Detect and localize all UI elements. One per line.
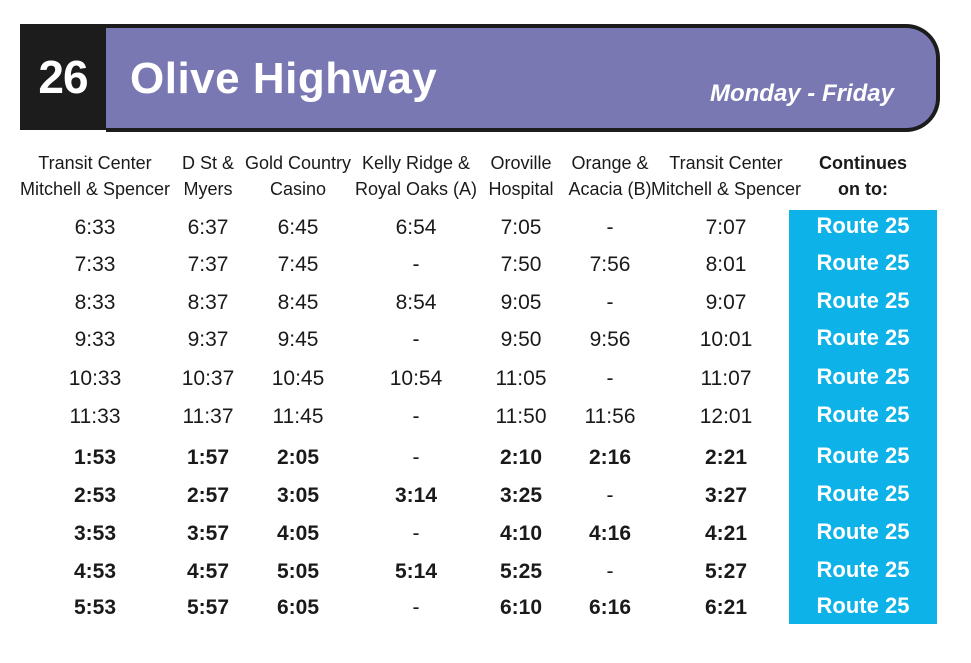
time-cell: 7:50	[500, 253, 542, 276]
time-cell: 11:05	[495, 367, 547, 390]
column-header-line1: Gold Country	[244, 153, 352, 173]
time-cell: 3:57	[186, 522, 230, 545]
time-cell: 7:37	[187, 253, 229, 276]
time-cell: -	[412, 522, 420, 545]
time-cell: 4:10	[499, 522, 543, 545]
time-cell: 2:16	[588, 446, 632, 469]
continues-route-cell: Route 25	[816, 519, 910, 544]
time-cell: 9:50	[500, 328, 542, 351]
service-days: Monday - Friday	[709, 80, 894, 107]
continues-route-cell: Route 25	[816, 325, 910, 350]
time-cell: 2:57	[186, 484, 230, 507]
route-header	[20, 24, 944, 130]
column-header-line1: Continues	[819, 153, 907, 173]
time-cell: 10:37	[181, 367, 235, 390]
column-header	[819, 150, 907, 202]
time-cell: 4:05	[276, 522, 320, 545]
time-cell: 8:01	[705, 253, 747, 276]
column-header-line1: Kelly Ridge &	[361, 153, 471, 173]
continues-route-cell: Route 25	[816, 288, 910, 313]
time-cell: 9:56	[589, 328, 631, 351]
time-cell: -	[606, 560, 614, 583]
time-cell: 6:16	[588, 596, 632, 619]
time-cell: 8:37	[187, 291, 229, 314]
time-cell: 7:56	[589, 253, 631, 276]
column-header	[568, 150, 651, 202]
time-cell: 6:54	[395, 216, 437, 239]
time-cell: 2:05	[276, 446, 320, 469]
time-cell: 10:33	[68, 367, 122, 390]
time-cell: 9:05	[500, 291, 542, 314]
time-cell: 5:25	[499, 560, 543, 583]
continues-route-cell: Route 25	[816, 364, 910, 389]
time-cell: -	[412, 253, 420, 276]
column-header	[245, 150, 351, 202]
column-header-line2: Acacia (B)	[568, 179, 652, 199]
time-cell: 5:27	[704, 560, 748, 583]
time-cell: 12:01	[699, 405, 753, 428]
column-header	[182, 150, 234, 202]
time-cell: 10:45	[271, 367, 325, 390]
time-cell: 3:27	[704, 484, 748, 507]
column-header	[651, 150, 801, 202]
time-cell: -	[412, 328, 420, 351]
time-cell: 8:54	[395, 291, 437, 314]
time-cell: 5:05	[276, 560, 320, 583]
continues-route-cell: Route 25	[816, 213, 910, 238]
continues-route-cell: Route 25	[816, 402, 910, 427]
time-cell: 11:45	[272, 405, 324, 428]
route-title-bar	[106, 24, 940, 132]
time-cell: 1:57	[186, 446, 230, 469]
column-header	[488, 150, 553, 202]
time-cell: -	[412, 596, 420, 619]
time-cell: 4:21	[704, 522, 748, 545]
column-header-line1: D St &	[181, 153, 235, 173]
column-header-line1: Oroville	[490, 153, 552, 173]
time-cell: 3:14	[394, 484, 438, 507]
time-cell: 7:45	[277, 253, 319, 276]
time-cell: 6:45	[277, 216, 319, 239]
time-cell: 3:25	[499, 484, 543, 507]
column-header-line2: Myers	[183, 179, 233, 199]
continues-route-cell: Route 25	[816, 481, 910, 506]
time-cell: 7:05	[500, 216, 542, 239]
column-header-line2: Hospital	[488, 179, 554, 199]
time-cell: 11:07	[700, 367, 752, 390]
column-header-line2: Mitchell & Spencer	[650, 179, 802, 199]
time-cell: -	[606, 484, 614, 507]
time-cell: 11:33	[69, 405, 121, 428]
column-header-line2: Casino	[269, 179, 327, 199]
time-cell: 11:37	[182, 405, 234, 428]
time-cell: 10:01	[699, 328, 753, 351]
time-cell: 5:14	[394, 560, 438, 583]
time-cell: 9:45	[277, 328, 319, 351]
route-number-badge	[20, 24, 106, 130]
time-cell: 9:07	[705, 291, 747, 314]
time-cell: 5:57	[186, 596, 230, 619]
time-cell: -	[606, 216, 614, 239]
time-cell: -	[606, 367, 614, 390]
column-header-line2: Mitchell & Spencer	[19, 179, 171, 199]
time-cell: -	[412, 446, 420, 469]
time-cell: -	[606, 291, 614, 314]
route-number: 26	[38, 51, 88, 103]
time-cell: 6:10	[499, 596, 543, 619]
column-header	[355, 150, 477, 202]
column-header-line1: Transit Center	[38, 153, 152, 173]
time-cell: 4:16	[588, 522, 632, 545]
time-cell: 3:53	[73, 522, 117, 545]
column-header-line2: on to:	[838, 179, 888, 199]
time-cell: 5:53	[73, 596, 117, 619]
route-name: Olive Highway	[130, 54, 438, 103]
time-cell: -	[412, 405, 420, 428]
time-cell: 7:07	[705, 216, 747, 239]
time-cell: 4:57	[186, 560, 230, 583]
time-cell: 3:05	[276, 484, 320, 507]
time-cell: 6:37	[187, 216, 229, 239]
column-header	[20, 150, 170, 202]
time-cell: 4:53	[73, 560, 117, 583]
continues-route-cell: Route 25	[816, 443, 910, 468]
continues-route-cell: Route 25	[816, 250, 910, 275]
column-header-line1: Orange &	[571, 153, 649, 173]
time-cell: 6:21	[704, 596, 748, 619]
time-cell: 9:37	[187, 328, 229, 351]
column-header-line2: Royal Oaks (A)	[354, 179, 478, 199]
time-cell: 11:56	[584, 405, 636, 428]
time-cell: 2:53	[73, 484, 117, 507]
time-cell: 2:10	[499, 446, 543, 469]
time-cell: 8:45	[277, 291, 319, 314]
time-cell: 8:33	[74, 291, 116, 314]
continues-route-cell: Route 25	[816, 593, 910, 618]
continues-route-cell: Route 25	[816, 557, 910, 582]
time-cell: 6:05	[276, 596, 320, 619]
time-cell: 7:33	[74, 253, 116, 276]
column-header-line1: Transit Center	[669, 153, 783, 173]
time-cell: 6:33	[74, 216, 116, 239]
time-cell: 2:21	[704, 446, 748, 469]
time-cell: 10:54	[389, 367, 443, 390]
time-cell: 9:33	[74, 328, 116, 351]
time-cell: 1:53	[73, 446, 117, 469]
time-cell: 11:50	[495, 405, 547, 428]
